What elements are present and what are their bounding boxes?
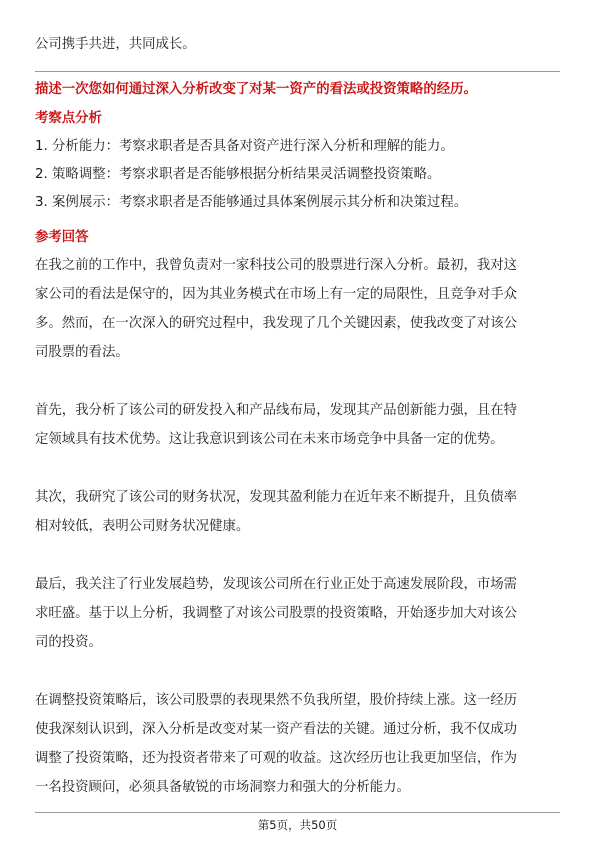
answer-line: 定领域具有技术优势。这让我意识到该公司在未来市场竞争中具备一定的优势。: [35, 432, 504, 447]
answer-line: 其次，我研究了该公司的财务状况，发现其盈利能力在近年来不断提升，且负债率: [35, 490, 518, 505]
top-divider: [35, 71, 560, 72]
answer-line: 在调整投资策略后，该公司股票的表现果然不负我所望，股价持续上涨。这一经历: [35, 693, 518, 708]
footer-divider: [35, 812, 560, 813]
focus-point: 1. 分析能力：考察求职者是否具备对资产进行深入分析和理解的能力。: [35, 139, 454, 154]
answer-line: 求旺盛。基于以上分析，我调整了对该公司股票的投资策略，开始逐步加大对该公: [35, 606, 518, 621]
intro-line: 公司携手共进，共同成长。: [35, 37, 196, 52]
answer-line: 家公司的看法是保守的，因为其业务模式在市场上有一定的局限性，且竞争对手众: [35, 287, 518, 302]
answer-line: 最后，我关注了行业发展趋势，发现该公司所在行业正处于高速发展阶段，市场需: [35, 577, 518, 592]
page-number: 第5页，共50页: [257, 818, 338, 832]
answer-line: 使我深刻认识到，深入分析是改变对某一资产看法的关键。通过分析，我不仅成功: [35, 722, 518, 737]
answer-line: 在我之前的工作中，我曾负责对一家科技公司的股票进行深入分析。最初，我对这: [35, 258, 518, 273]
focus-point: 2. 策略调整：考察求职者是否能够根据分析结果灵活调整投资策略。: [35, 167, 441, 182]
answer-line: 司的投资。: [35, 635, 102, 650]
focus-heading: 考察点分析: [35, 111, 102, 126]
focus-point: 3. 案例展示：考察求职者是否能够通过具体案例展示其分析和决策过程。: [35, 195, 468, 210]
question-heading: 描述一次您如何通过深入分析改变了对某一资产的看法或投资策略的经历。: [35, 82, 477, 97]
answer-line: 调整了投资策略，还为投资者带来了可观的收益。这次经历也让我更加坚信，作为: [35, 751, 518, 766]
answer-heading: 参考回答: [35, 230, 89, 245]
answer-line: 首先，我分析了该公司的研发投入和产品线布局，发现其产品创新能力强，且在特: [35, 403, 518, 418]
answer-line: 多。然而，在一次深入的研究过程中，我发现了几个关键因素，使我改变了对该公: [35, 316, 518, 331]
answer-line: 相对较低，表明公司财务状况健康。: [35, 519, 250, 534]
answer-line: 司股票的看法。: [35, 345, 129, 360]
answer-line: 一名投资顾问，必须具备敏锐的市场洞察力和强大的分析能力。: [35, 780, 410, 795]
